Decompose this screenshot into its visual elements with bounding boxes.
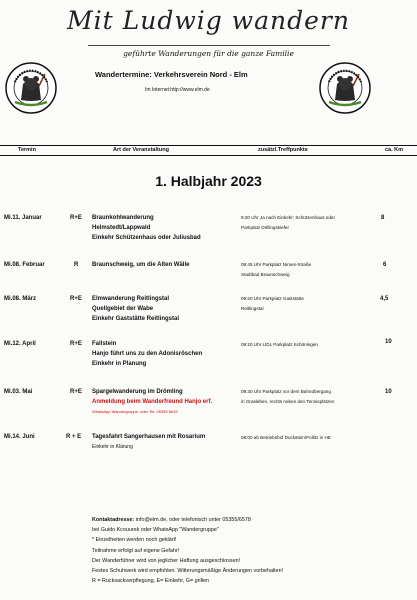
contact-label: Kontaktadresse:	[92, 517, 135, 523]
half-year-heading: 1. Halbjahr 2023	[155, 173, 262, 189]
event-date: Mi.08. März	[4, 296, 37, 302]
event-line-red-small: WhatsApp Wandergruppe, oder Tel. 05355 6615	[92, 409, 178, 414]
event-date: Mi.14. Juni	[4, 434, 35, 440]
title-underline	[88, 45, 330, 46]
contact-line: * Einzelheiten werden noch geklärt!	[92, 537, 177, 544]
event-line: Einkehr in Klärung	[92, 444, 133, 450]
meeting-line: in Grasleben, rechts neben den Tennisplätzen	[241, 399, 335, 404]
column-header-row	[0, 145, 417, 156]
event-line-red: Anmeldung beim Wanderfreund Hanjo erf.	[92, 399, 213, 405]
event-date: Mi.08. Februar	[4, 262, 45, 268]
event-date: Mi.11. Januar	[4, 215, 42, 221]
event-category: R	[74, 262, 79, 268]
event-description	[92, 387, 212, 417]
event-line: Spargelwanderung im Drömling	[92, 389, 183, 395]
meeting-line: 09:30 Uhr Parkplatz vor dem Bahnübergang	[241, 389, 331, 394]
event-line: Einkehr Gaststätte Reitlingstal	[92, 316, 180, 322]
event-description	[92, 213, 201, 243]
event-date: Mi.03. Mai	[4, 389, 33, 395]
event-category: R+E	[70, 296, 82, 302]
contact-block	[92, 515, 283, 586]
col-km: ca. Km	[385, 147, 404, 153]
event-line: Braunkohlwanderung	[92, 215, 154, 221]
event-line: Tagesfahrt Sangerhausen mit Rosarium	[92, 434, 206, 440]
col-termin: Termin	[18, 147, 36, 153]
contact-line: Festes Schuhwerk wird empfohlen. Witterungsmäßige Änderungen vorbehalten!	[92, 568, 284, 575]
event-line: Elmwanderung Reitlingstal	[92, 296, 170, 302]
event-meeting	[241, 260, 311, 280]
col-art: Art der Veranstaltung	[113, 147, 169, 153]
termine-heading: Wandertermine: Verkehrsverein Nord - Elm	[95, 70, 248, 79]
meeting-line: 09:45 Uhr Parkplatz Nimes-Straße	[241, 262, 312, 267]
subtitle: geführte Wanderungen für die ganze Familie	[123, 49, 294, 58]
event-km: 8	[381, 215, 385, 221]
contact-line: Der Wanderführer wird von jeglicher Haftung ausgeschlossen!	[92, 557, 241, 564]
contact-line: R = Rucksackverpflegung, E= Einkehr, G= grillen	[92, 578, 210, 585]
event-meeting	[241, 294, 304, 314]
meeting-line: 09:20 Uhr Parkplatz Gaststätte	[241, 296, 304, 301]
event-km: 10	[385, 339, 392, 345]
contact-text: info@elm.de, oder telefonisch unter 05355/6578	[135, 517, 251, 523]
event-description	[92, 339, 202, 369]
event-date: Mi.12. April	[4, 341, 36, 347]
event-line: Hanjo führt uns zu den Adonisröschen	[92, 351, 203, 357]
event-description	[92, 294, 179, 324]
event-meeting	[241, 213, 335, 233]
contact-line: Teilnahme erfolgt auf eigene Gefahr!	[92, 547, 180, 554]
event-category: R+E	[70, 389, 82, 395]
event-description	[92, 260, 189, 270]
event-km: 6	[383, 262, 387, 268]
event-line: Einkehr Schützenhaus oder Juliusbad	[92, 235, 201, 241]
event-line: Fallstein	[92, 341, 117, 347]
meeting-line: Stadtbad Braunschweig	[241, 272, 290, 277]
event-category: R+E	[70, 215, 82, 221]
event-km: 10	[385, 389, 392, 395]
event-line: Quellgebiet der Wabe	[92, 306, 154, 312]
event-meeting	[241, 340, 318, 350]
meeting-line: Reitlingstal	[241, 306, 264, 311]
event-line: Einkehr in Planung	[92, 361, 147, 367]
event-line: Helmstedt/Lappwald	[92, 225, 151, 231]
bear-logo-left	[5, 62, 57, 114]
event-line: Braunschweig, um die Alten Wälle	[92, 262, 190, 268]
event-km: 4,5	[380, 296, 389, 302]
contact-line: bei Guido Kcouurek oder WhatsApp "Wandergruppe"	[92, 527, 219, 534]
event-meeting	[241, 387, 334, 407]
internet-line: Im Internet:http://www.elm.de	[145, 87, 210, 93]
event-meeting	[241, 433, 331, 443]
meeting-line: 08:00 ab Betriebshof Duckstein/Pollitz in HE	[241, 435, 331, 440]
event-category: R + E	[66, 434, 82, 440]
page-title: Mit Ludwig wandern	[67, 6, 350, 35]
meeting-line: Parkplatz Drillingskiefer	[241, 225, 289, 230]
col-treff: zusätzl.Treffpunkte	[258, 147, 308, 153]
event-description	[92, 432, 205, 452]
bear-logo-right	[319, 62, 371, 114]
meeting-line: 09:20 Uhr LIDL Parkplatz Schöningen	[241, 342, 318, 347]
meeting-line: 9:20 Uhr Ja nach Einkehr; Schützenhaus oder	[241, 215, 335, 220]
event-category: R+E	[70, 341, 82, 347]
